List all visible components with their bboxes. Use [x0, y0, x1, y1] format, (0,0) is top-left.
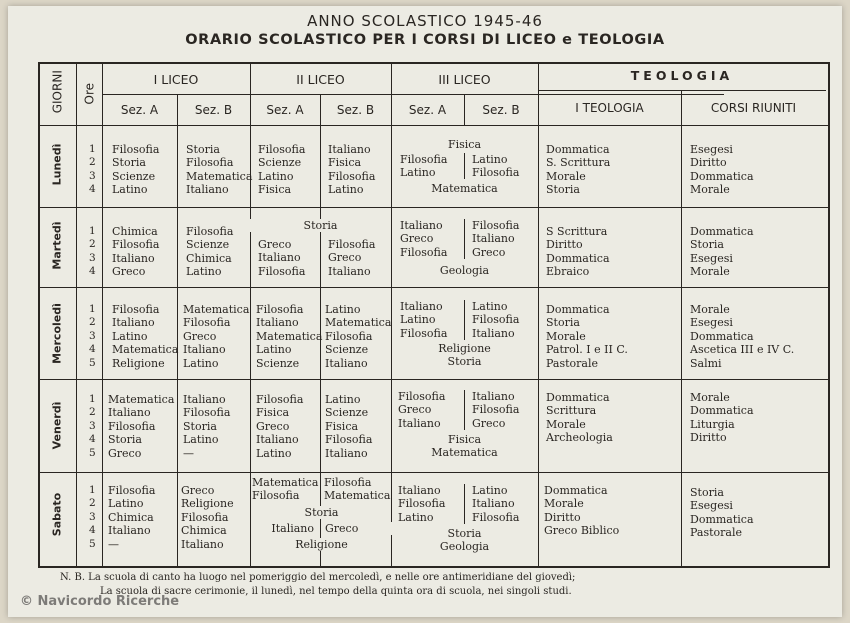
- cell-liceo3-sez-a: Italiano Greco Filosofia: [400, 219, 448, 259]
- cell-teologia1: Dommatica Storia Morale Patrol. I e II C. Pastorale: [546, 303, 628, 370]
- liceo3-sez-a: Sez. A: [408, 103, 447, 117]
- row-rule-lunedi: [38, 207, 828, 208]
- cell-liceo2-sez-b: Filosofia Matematica: [324, 476, 391, 503]
- watermark: [20, 594, 179, 609]
- row-rule-martedi: [38, 287, 828, 288]
- cell-split-rule: [320, 474, 321, 502]
- cell-liceo3-sez-b: Latino Filosofia Italiano: [472, 300, 520, 340]
- teologia-header: TEOLOGIA: [630, 68, 734, 83]
- cell-liceo2-shared: Storia: [252, 506, 391, 519]
- footnote-line-2: La scuola di sacre cerimonie, il lunedì, nel tempo della quinta ora di scuola, nei singoli studi.: [100, 586, 572, 597]
- header-divider-teologia: [538, 90, 826, 91]
- cell-liceo1-sez-a: Matematica Italiano Filosofia Storia Greco: [108, 393, 175, 460]
- day-label-venerdi: Venerdì: [50, 401, 64, 450]
- cell-liceo2-shared: Storia: [250, 219, 391, 232]
- cell-liceo2-sez-a: Matematica Filosofia: [252, 476, 319, 503]
- col-rule-liceo3-teologia: [538, 62, 539, 566]
- giorni-header: GIORNI: [50, 70, 65, 114]
- cell-liceo3-shared: Storia Geologia: [439, 527, 490, 554]
- cell-liceo2-sez-b: Italiano Fisica Filosofia Latino: [328, 143, 376, 197]
- hour-numbers: 1 2 3 4 5: [89, 484, 96, 550]
- liceo1-sez-a: Sez. A: [120, 103, 159, 117]
- cell-corsi-riuniti: Dommatica Storia Esegesi Morale: [690, 225, 754, 279]
- cell-split-rule: [464, 484, 465, 524]
- hour-numbers: 1 2 3 4: [89, 225, 96, 278]
- teologia1-header: I TEOLOGIA: [575, 101, 644, 115]
- hour-numbers: 1 2 3 4: [89, 143, 96, 196]
- cell-liceo2-sez-b: Latino Matematica Filosofia Scienze Italiano: [325, 303, 392, 370]
- cell-liceo1-sez-a: Chimica Filosofia Italiano Greco: [112, 225, 160, 279]
- cell-split-rule: [464, 390, 465, 430]
- col-rule-ore: [102, 62, 103, 566]
- liceo3-sez-b: Sez. B: [482, 103, 520, 117]
- cell-liceo1-sez-b: Storia Filosofia Matematica Italiano: [186, 143, 253, 197]
- cell-liceo2-sez-a: Filosofia Italiano Matematica Latino Scienze: [256, 303, 323, 370]
- cell-liceo3-shared: Matematica: [431, 182, 498, 195]
- cell-split-rule: [464, 300, 465, 340]
- cell-liceo1-sez-a: Filosofia Italiano Latino Matematica Religione: [112, 303, 179, 370]
- col-rule-teologia-mid: [681, 90, 682, 566]
- liceo2-sez-a: Sez. A: [266, 103, 304, 117]
- day-label-mercoledi: Mercoledì: [50, 303, 64, 364]
- cell-liceo3-sez-a: Italiano Filosofia Latino: [398, 484, 446, 524]
- hour-numbers: 1 2 3 4 5: [89, 303, 96, 369]
- day-label-sabato: Sabato: [50, 492, 64, 537]
- cell-liceo3-shared: Religione Storia: [438, 342, 491, 369]
- cell-liceo3-sez-b: Filosofia Italiano Greco: [472, 219, 520, 259]
- corsi-riuniti-header: CORSI RIUNITI: [710, 101, 797, 115]
- cell-teologia1: Dommatica S. Scrittura Morale Storia: [546, 143, 611, 197]
- cell-liceo1-sez-b: Greco Religione Filosofia Chimica Italiano: [181, 484, 234, 551]
- cell-liceo2-sez-b: Filosofia Greco Italiano: [328, 238, 376, 278]
- cell-corsi-riuniti: Morale Esegesi Dommatica Ascetica III e IV C. Salmi: [690, 303, 795, 370]
- cell-liceo2-sez-a: Italiano: [252, 522, 320, 535]
- cell-liceo3-sez-a: Italiano Latino Filosofia: [400, 300, 448, 340]
- cell-liceo1-sez-a: Filosofia Storia Scienze Latino: [112, 143, 160, 197]
- cell-liceo2-sez-b: Latino Scienze Fisica Filosofia Italiano: [325, 393, 373, 460]
- col-rule-liceo1-2: [250, 62, 251, 566]
- cell-teologia1: S Scrittura Diritto Dommatica Ebraico: [546, 225, 610, 279]
- footnote-line-1: N. B. La scuola di canto ha luogo nel pomeriggio del mercoledì, e nelle ore antimeridiane del giovedì;: [60, 572, 576, 583]
- school-year-heading: ANNO SCOLASTICO 1945-46: [307, 12, 543, 30]
- watermark-text: Navicordo Ricerche: [37, 594, 180, 609]
- timetable-title: ORARIO SCOLASTICO PER I CORSI DI LICEO e TEOLOGIA: [185, 32, 665, 48]
- cell-liceo3-sez-b: Latino Filosofia: [472, 153, 520, 180]
- cell-liceo1-sez-b: Italiano Filosofia Storia Latino —: [183, 393, 231, 460]
- cell-liceo3-sez-a: Filosofia Greco Italiano: [398, 390, 446, 430]
- cell-liceo3-shared: Fisica: [447, 138, 482, 151]
- cell-corsi-riuniti: Morale Dommatica Liturgia Diritto: [690, 391, 754, 445]
- header-bottom-rule: [38, 125, 828, 126]
- hour-numbers: 1 2 3 4 5: [89, 393, 96, 459]
- cell-teologia1: Dommatica Scrittura Morale Archeologia: [546, 391, 613, 445]
- cell-split-rule: [464, 219, 465, 259]
- cell-liceo3-shared: Geologia: [439, 264, 490, 277]
- liceo1-sez-b: Sez. B: [194, 103, 233, 117]
- cell-liceo2-sez-a: Filosofia Scienze Latino Fisica: [258, 143, 306, 197]
- liceo2-header: II LICEO: [296, 72, 345, 87]
- cell-liceo2-sez-b: Greco: [322, 522, 393, 535]
- cell-liceo2-shared: Religione: [252, 538, 391, 551]
- liceo1-header: I LICEO: [153, 72, 199, 87]
- col-rule-giorni: [76, 62, 77, 566]
- cell-liceo1-sez-b: Matematica Filosofia Greco Italiano Latino: [183, 303, 250, 370]
- row-rule-mercoledi: [38, 379, 828, 380]
- cell-split-rule: [464, 153, 465, 179]
- row-rule-venerdi: [38, 472, 828, 473]
- cell-liceo3-sez-a: Filosofia Latino: [400, 153, 448, 180]
- cell-teologia1: Dommatica Morale Diritto Greco Biblico: [544, 484, 620, 538]
- cell-corsi-riuniti: Esegesi Diritto Dommatica Morale: [690, 143, 754, 197]
- cell-liceo2-sez-a: Greco Italiano Filosofia: [258, 238, 306, 278]
- cell-liceo2-sez-a: Filosofia Fisica Greco Italiano Latino: [256, 393, 304, 460]
- header-divider: [102, 94, 724, 95]
- copyright-icon: ©: [20, 594, 33, 609]
- liceo3-header: III LICEO: [438, 72, 491, 87]
- cell-corsi-riuniti: Storia Esegesi Dommatica Pastorale: [690, 486, 754, 540]
- cell-liceo3-sez-b: Latino Italiano Filosofia: [472, 484, 520, 524]
- day-label-martedi: Martedì: [50, 221, 64, 270]
- day-label-lunedi: Lunedì: [50, 143, 64, 186]
- ore-header: Ore: [82, 82, 97, 105]
- liceo2-sez-b: Sez. B: [336, 103, 375, 117]
- cell-liceo1-sez-b: Filosofia Scienze Chimica Latino: [186, 225, 234, 279]
- cell-liceo1-sez-a: Filosofia Latino Chimica Italiano —: [108, 484, 156, 551]
- cell-liceo3-sez-b: Italiano Filosofia Greco: [472, 390, 520, 430]
- cell-liceo3-shared: Fisica Matematica: [431, 433, 498, 460]
